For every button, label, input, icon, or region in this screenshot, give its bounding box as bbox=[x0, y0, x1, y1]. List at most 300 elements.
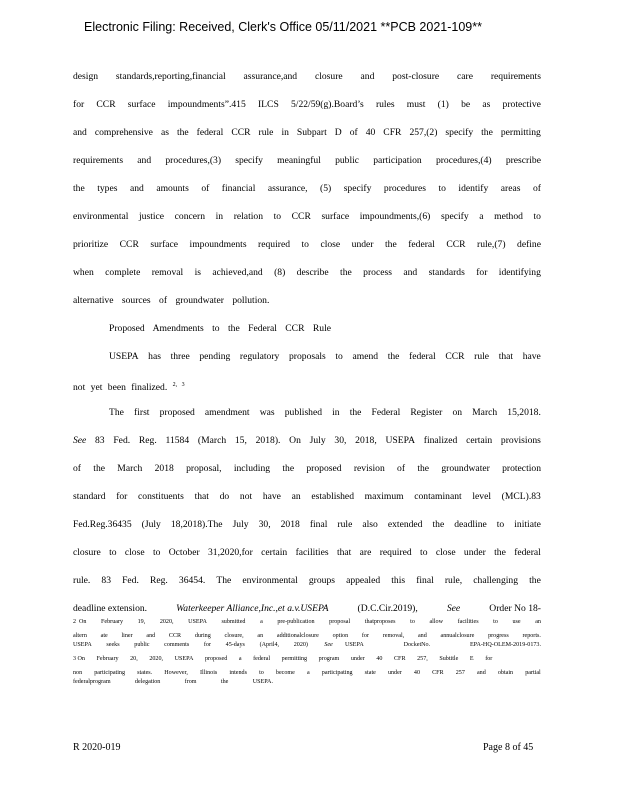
paragraph-line bbox=[109, 406, 541, 420]
word: for bbox=[361, 632, 369, 639]
footnote-reference: 2, 3 bbox=[172, 382, 185, 388]
paragraph-line bbox=[73, 154, 541, 168]
word: partial bbox=[525, 669, 541, 676]
word: federalprogram bbox=[73, 679, 111, 685]
word: 257 bbox=[455, 669, 465, 676]
word: use bbox=[512, 619, 521, 625]
word: amend bbox=[352, 351, 379, 362]
word: procedures,(4) bbox=[435, 155, 492, 166]
word: removal, bbox=[382, 632, 405, 639]
word: final bbox=[416, 575, 434, 586]
word: prioritize bbox=[73, 239, 109, 250]
footnote-3 bbox=[73, 655, 541, 688]
court-citation: (D.C.Cir.2019), bbox=[357, 603, 418, 614]
word: closure bbox=[314, 71, 343, 82]
footnote-line bbox=[73, 641, 541, 651]
word: CCR bbox=[445, 351, 465, 362]
word: surface bbox=[150, 239, 179, 250]
word: 2018, bbox=[355, 435, 377, 446]
paragraph-line bbox=[73, 490, 541, 504]
word: must bbox=[406, 99, 426, 110]
word: the bbox=[384, 239, 397, 250]
paragraph-line bbox=[73, 238, 541, 252]
word: D bbox=[334, 127, 342, 138]
word: close bbox=[124, 547, 145, 558]
word: Fed.Reg.36435 bbox=[73, 519, 132, 530]
word: E bbox=[469, 656, 474, 662]
footnote-text bbox=[73, 641, 308, 651]
word: 40 bbox=[376, 656, 383, 662]
word: USEPA. bbox=[252, 679, 273, 685]
word: do bbox=[219, 491, 230, 502]
word: three bbox=[170, 351, 190, 362]
word: July bbox=[232, 519, 249, 530]
word: an bbox=[535, 619, 541, 625]
word: design bbox=[73, 71, 99, 82]
word: to bbox=[152, 547, 161, 558]
word: submitted bbox=[221, 619, 246, 625]
word: post-closure bbox=[392, 71, 440, 82]
word: as bbox=[482, 99, 491, 110]
word: USEPA bbox=[345, 642, 364, 648]
word: seeks bbox=[106, 642, 120, 648]
word: deadline bbox=[454, 519, 487, 530]
word: to bbox=[273, 211, 282, 222]
word: proposed bbox=[306, 463, 342, 474]
paragraph-line bbox=[73, 126, 541, 140]
word: identifying bbox=[498, 267, 541, 278]
word: protective bbox=[502, 99, 541, 110]
word: required bbox=[379, 547, 412, 558]
word: and bbox=[73, 127, 87, 138]
paragraph-line: alternative sources of groundwater pollution. bbox=[73, 295, 270, 306]
word: 36454. bbox=[178, 575, 206, 586]
word: describe bbox=[296, 267, 329, 278]
word: a bbox=[260, 619, 263, 625]
word: March bbox=[472, 407, 498, 418]
word: certain bbox=[261, 547, 288, 558]
word: 2018 bbox=[280, 519, 300, 530]
word: (MCL).83 bbox=[501, 491, 541, 502]
word: the bbox=[349, 407, 362, 418]
word: public bbox=[134, 642, 150, 648]
word: groups bbox=[308, 575, 335, 586]
word: relation bbox=[233, 211, 263, 222]
word: and bbox=[146, 632, 156, 639]
word: 15, bbox=[234, 435, 247, 446]
word: also bbox=[362, 519, 378, 530]
word: to bbox=[438, 183, 446, 194]
word: groundwater bbox=[441, 463, 490, 474]
page-number: Page 8 of 45 bbox=[483, 742, 534, 753]
word: rule, bbox=[444, 575, 463, 586]
word: Subpart bbox=[296, 127, 327, 138]
word: financial bbox=[221, 183, 256, 194]
word: The bbox=[109, 407, 124, 418]
word: proposals bbox=[288, 351, 326, 362]
word: revision bbox=[353, 463, 385, 474]
word: appealed bbox=[346, 575, 381, 586]
word: types bbox=[97, 183, 118, 194]
word: Reg. bbox=[149, 575, 168, 586]
word: 5/22/59(g).Board’s bbox=[290, 99, 364, 110]
word: 15,2018. bbox=[507, 407, 541, 418]
word: rules bbox=[375, 99, 395, 110]
document-body bbox=[73, 70, 541, 630]
word: an bbox=[291, 491, 301, 502]
word: maximum bbox=[364, 491, 404, 502]
word: rule bbox=[337, 519, 353, 530]
word: participating bbox=[94, 669, 126, 676]
word: for bbox=[476, 267, 488, 278]
word: 20, bbox=[130, 656, 138, 662]
word: CCR bbox=[168, 632, 182, 639]
word: specify bbox=[235, 155, 263, 166]
word: February bbox=[101, 619, 124, 625]
word: surface bbox=[321, 211, 350, 222]
word: was bbox=[259, 407, 275, 418]
word: On bbox=[77, 656, 85, 662]
word: 30, bbox=[258, 519, 271, 530]
word: amendment bbox=[204, 407, 250, 418]
word: program bbox=[318, 656, 340, 662]
word: has bbox=[148, 351, 161, 362]
word: final bbox=[309, 519, 328, 530]
word: of bbox=[349, 127, 358, 138]
word: protection bbox=[502, 463, 541, 474]
word: 2020, bbox=[149, 656, 164, 662]
word: 83 bbox=[101, 575, 111, 586]
word: to bbox=[420, 547, 428, 558]
word: to bbox=[496, 519, 505, 530]
word: have bbox=[262, 491, 281, 502]
word: meaningful bbox=[277, 155, 321, 166]
word: to bbox=[301, 239, 309, 250]
paragraph-line bbox=[73, 602, 541, 616]
word: finalized bbox=[423, 435, 458, 446]
word: impoundments bbox=[189, 239, 247, 250]
word: established bbox=[311, 491, 354, 502]
word: regulatory bbox=[239, 351, 280, 362]
word: USEPA bbox=[73, 642, 92, 648]
word: (July bbox=[141, 519, 161, 530]
word: under bbox=[387, 669, 402, 676]
word: level bbox=[472, 491, 491, 502]
paragraph-line bbox=[73, 182, 541, 196]
word: requirements bbox=[73, 155, 124, 166]
word: (1) bbox=[437, 99, 449, 110]
word: October bbox=[168, 547, 200, 558]
word: during bbox=[194, 632, 211, 639]
word: CCR bbox=[231, 127, 251, 138]
word: constituents bbox=[138, 491, 184, 502]
paragraph-text: not yet been finalized. bbox=[73, 382, 168, 393]
word: However, bbox=[164, 669, 188, 676]
word: of bbox=[532, 183, 541, 194]
word: state bbox=[364, 669, 376, 676]
word: permitting bbox=[500, 127, 541, 138]
word: ILCS bbox=[257, 99, 279, 110]
paragraph-line bbox=[73, 434, 541, 448]
word: that bbox=[194, 491, 209, 502]
word: federal bbox=[514, 547, 541, 558]
electronic-filing-header: Electronic Filing: Received, Clerk's Office 05/11/2021 **PCB 2021-109** bbox=[84, 20, 482, 34]
word: Reg. bbox=[138, 435, 157, 446]
word: 2020, bbox=[159, 619, 174, 625]
word: Fed. bbox=[122, 575, 139, 586]
word: (5) bbox=[320, 183, 332, 194]
word: that bbox=[336, 547, 352, 558]
word: EPA-HQ-OLEM-2019-0173. bbox=[469, 642, 541, 648]
word: provisions bbox=[500, 435, 541, 446]
word: published bbox=[284, 407, 323, 418]
footnote-line bbox=[73, 678, 273, 688]
word: the bbox=[176, 127, 189, 138]
word: and bbox=[476, 669, 486, 676]
word: comments bbox=[164, 642, 190, 648]
word: DocketNo. bbox=[403, 642, 431, 648]
word: specify bbox=[343, 183, 372, 194]
word: to bbox=[109, 547, 117, 558]
word: contaminant bbox=[414, 491, 462, 502]
word: become bbox=[275, 669, 295, 676]
word: USEPA bbox=[109, 351, 139, 362]
word: to bbox=[335, 351, 343, 362]
case-name: Waterkeeper Alliance,Inc.,et a.v.USEPA bbox=[176, 603, 329, 614]
word: a bbox=[238, 656, 242, 662]
word: on bbox=[452, 407, 463, 418]
word: 40 bbox=[413, 669, 420, 676]
paragraph-line bbox=[73, 378, 185, 395]
word: that bbox=[498, 351, 514, 362]
word: prescribe bbox=[505, 155, 541, 166]
word: pending bbox=[199, 351, 231, 362]
word: assurance,and bbox=[243, 71, 298, 82]
word: thatproposes bbox=[364, 619, 396, 625]
footnote-line bbox=[73, 618, 541, 632]
word: intends bbox=[229, 669, 247, 676]
word: including bbox=[233, 463, 271, 474]
word: to bbox=[259, 669, 264, 676]
footnote-line bbox=[73, 669, 541, 679]
word: from bbox=[184, 679, 197, 685]
word: USEPA bbox=[385, 435, 415, 446]
word: process bbox=[363, 267, 392, 278]
word: the bbox=[282, 463, 295, 474]
word: 30, bbox=[334, 435, 347, 446]
word: in bbox=[281, 127, 289, 138]
paragraph-line bbox=[73, 574, 541, 588]
word: rule bbox=[474, 351, 490, 362]
word: concern bbox=[174, 211, 206, 222]
word: USEPA bbox=[174, 656, 194, 662]
word: closure, bbox=[224, 632, 244, 639]
word: public bbox=[335, 155, 360, 166]
word: and bbox=[129, 183, 144, 194]
word: in bbox=[332, 407, 340, 418]
word: 257,(2) bbox=[409, 127, 438, 138]
word: On bbox=[289, 435, 301, 446]
word: the bbox=[220, 679, 229, 685]
word: altern bbox=[73, 632, 87, 639]
word: and bbox=[403, 267, 418, 278]
word: close bbox=[320, 239, 341, 250]
word: specify bbox=[440, 211, 469, 222]
word: standards bbox=[428, 267, 465, 278]
word: a bbox=[306, 669, 310, 676]
word: complete bbox=[105, 267, 141, 278]
word: amounts bbox=[156, 183, 189, 194]
word: 45-days bbox=[225, 642, 245, 648]
word: under bbox=[463, 547, 486, 558]
word: additionalclosure bbox=[276, 632, 319, 639]
word: 2018 bbox=[154, 463, 174, 474]
section-heading: Proposed Amendments to the Federal CCR Rule bbox=[109, 323, 331, 334]
footnote-2 bbox=[73, 618, 541, 651]
paragraph-line bbox=[73, 546, 541, 560]
word: CFR bbox=[393, 656, 406, 662]
word: (March bbox=[197, 435, 227, 446]
word: define bbox=[517, 239, 541, 250]
paragraph-line bbox=[73, 462, 541, 476]
word: extended bbox=[387, 519, 423, 530]
word: pre-publication bbox=[277, 619, 315, 625]
word: ate bbox=[100, 632, 108, 639]
word: the bbox=[387, 351, 400, 362]
word: environmental bbox=[242, 575, 298, 586]
word: 18,2018).The bbox=[170, 519, 223, 530]
word: the bbox=[73, 183, 85, 194]
word: first bbox=[134, 407, 150, 418]
word: (8) bbox=[274, 267, 286, 278]
word: this bbox=[391, 575, 406, 586]
word: areas bbox=[500, 183, 521, 194]
word: CCR bbox=[119, 239, 139, 250]
footnote-line bbox=[73, 632, 541, 642]
word: challenging bbox=[473, 575, 519, 586]
word: Federal bbox=[371, 407, 401, 418]
word: CFR bbox=[383, 127, 402, 138]
signal-see: See bbox=[324, 642, 333, 648]
word: procedures bbox=[383, 183, 426, 194]
word: is bbox=[194, 267, 201, 278]
word: proposal bbox=[329, 619, 351, 625]
word: achieved,and bbox=[212, 267, 263, 278]
word: removal bbox=[151, 267, 184, 278]
word: participation bbox=[373, 155, 422, 166]
word: federal bbox=[409, 351, 436, 362]
word: reports. bbox=[522, 632, 541, 639]
word: progress bbox=[488, 632, 509, 639]
word: for bbox=[73, 99, 85, 110]
word: under bbox=[350, 656, 365, 662]
word: justice bbox=[139, 211, 165, 222]
word: facilities bbox=[457, 619, 479, 625]
word: CCR bbox=[446, 239, 466, 250]
word: to bbox=[493, 619, 498, 625]
signal-see: See bbox=[446, 603, 461, 614]
footnote-line bbox=[73, 655, 541, 669]
word: impoundments”.415 bbox=[167, 99, 246, 110]
word: USEPA bbox=[188, 619, 207, 625]
word: Subtitle bbox=[439, 656, 459, 662]
word: under bbox=[351, 239, 374, 250]
paragraph-line bbox=[73, 210, 541, 224]
word: standards,reporting,financial bbox=[115, 71, 226, 82]
word: proposed bbox=[204, 656, 228, 662]
word: federal bbox=[196, 127, 224, 138]
word: be bbox=[461, 99, 471, 110]
paragraph-text bbox=[95, 434, 541, 448]
word: and bbox=[137, 155, 152, 166]
word: Register bbox=[410, 407, 443, 418]
word: and bbox=[360, 71, 375, 82]
word: standard bbox=[73, 491, 106, 502]
word: environmental bbox=[73, 211, 129, 222]
word: permitting bbox=[281, 656, 308, 662]
word: allow bbox=[429, 619, 444, 625]
word: close bbox=[435, 547, 456, 558]
paragraph-text: Order No 18- bbox=[489, 603, 541, 614]
word: of bbox=[73, 463, 81, 474]
word: rule bbox=[258, 127, 274, 138]
word: impoundments,(6) bbox=[359, 211, 431, 222]
word: the bbox=[494, 547, 506, 558]
word: and bbox=[417, 632, 427, 639]
word: in bbox=[215, 211, 224, 222]
word: for bbox=[203, 642, 211, 648]
word: an bbox=[257, 632, 264, 639]
word: (April4, bbox=[259, 642, 280, 648]
word: to bbox=[533, 211, 541, 222]
paragraph-line bbox=[73, 266, 541, 280]
word: when bbox=[73, 267, 94, 278]
word: 11584 bbox=[165, 435, 190, 446]
word: surface bbox=[127, 99, 156, 110]
word: states. bbox=[137, 669, 153, 676]
word: comprehensive bbox=[94, 127, 153, 138]
word: 31,2020,for bbox=[208, 547, 253, 558]
word: the bbox=[417, 463, 430, 474]
word: certain bbox=[466, 435, 493, 446]
word: to bbox=[410, 619, 415, 625]
word: specify bbox=[445, 127, 474, 138]
word: 257, bbox=[417, 656, 428, 662]
word: Illinois bbox=[200, 669, 218, 676]
paragraph-text: deadline extension. bbox=[73, 603, 148, 614]
word: CCR bbox=[291, 211, 311, 222]
word: proposed bbox=[159, 407, 195, 418]
footnote-text bbox=[79, 618, 541, 632]
word: delegation bbox=[134, 679, 161, 685]
footnote-marker: 2 bbox=[73, 619, 76, 625]
word: method bbox=[494, 211, 523, 222]
word: rule,(7) bbox=[477, 239, 506, 250]
word: federal bbox=[253, 656, 271, 662]
paragraph-line bbox=[109, 350, 541, 364]
word: liner bbox=[121, 632, 133, 639]
word: The bbox=[216, 575, 232, 586]
word: requirements bbox=[490, 71, 541, 82]
word: the bbox=[432, 519, 445, 530]
paragraph-line bbox=[73, 98, 541, 112]
word: facilities bbox=[295, 547, 329, 558]
word: for bbox=[485, 656, 493, 662]
word: Fed. bbox=[113, 435, 131, 446]
word: the bbox=[93, 463, 106, 474]
word: participating bbox=[321, 669, 353, 676]
footnote-text bbox=[78, 655, 493, 669]
